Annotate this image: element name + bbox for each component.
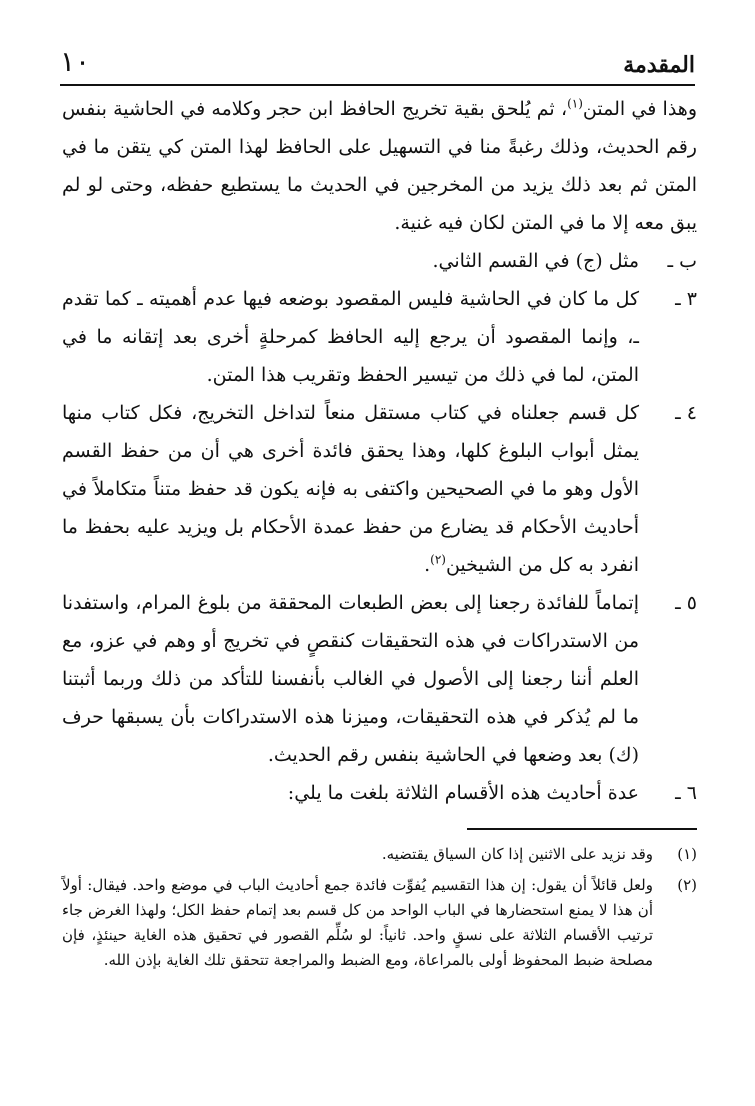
- list-item-label: ٣ ـ: [675, 288, 697, 310]
- list-item-text: مثل (ج) في القسم الثاني.: [432, 250, 639, 272]
- footnote-2: [62, 873, 697, 973]
- intro-paragraph: [62, 90, 697, 242]
- list-item-label: ٥ ـ: [675, 592, 697, 614]
- main-text: [62, 90, 697, 812]
- intro-text-rest: ، ثم يُلحق بقية تخريج الحافظ ابن حجر وكلامه في الحاشية بنفس رقم الحديث، وذلك رغبةً منا في التسهيل على الحافظ لهذا المتن كي يتقن ما في المتن ثم بعد ذلك يزيد من المخرجين في الحديث ما يستطيع حفظه، وحتى لو لم يبق معه إلا ما في المتن لكان فيه غنية.: [62, 98, 697, 234]
- list-item-text: إتماماً للفائدة رجعنا إلى بعض الطبعات المحققة من بلوغ المرام، واستفدنا من الاستدراكات في هذه التحقيقات كنقصٍ في تخريج أو وهم في عزو، مع العلم أننا رجعنا إلى الأصول في الغالب بأنفسنا للتأكد من ذلك وربما أثبتنا ما لم يُذكر في هذه التحقيقات، وميزنا هذه الاستدراكات بأن يسبقها حرف (ك) بعد وضعها في الحاشية بنفس رقم الحديث.: [62, 592, 639, 766]
- list-item-text: كل ما كان في الحاشية فليس المقصود بوضعه فيها عدم أهميته ـ كما تقدم ـ، وإنما المقصود أن يرجع إليه الحافظ كمرحلةٍ أخرى بعد إتقانه ما في المتن، لما في ذلك من تيسير الحفظ وتقريب هذا المتن.: [62, 288, 639, 386]
- footnotes: [62, 842, 697, 979]
- list-item-text: [62, 394, 639, 584]
- list-item-3: [62, 280, 697, 394]
- list-item-b: [62, 242, 697, 280]
- footnote-1: [62, 842, 697, 867]
- footnote-separator: [467, 828, 697, 830]
- list-item-label: ٦ ـ: [675, 782, 697, 804]
- list-item-5: [62, 584, 697, 774]
- footnote-ref-2[interactable]: (٢): [430, 552, 446, 567]
- list-item-6: [62, 774, 697, 812]
- list-item-label: ٤ ـ: [675, 402, 697, 424]
- list-item-4: [62, 394, 697, 584]
- page-header: [60, 38, 695, 86]
- intro-text-start: وهذا في المتن: [582, 98, 697, 120]
- list-item-text: عدة أحاديث هذه الأقسام الثلاثة بلغت ما يلي:: [287, 782, 639, 804]
- footnote-ref-1[interactable]: (١): [567, 96, 583, 111]
- page-number: ١٠: [60, 45, 91, 78]
- footnote-text: وقد نزيد على الاثنين إذا كان السياق يقتضيه.: [381, 845, 653, 863]
- footnote-text: ولعل قائلاً أن يقول: إن هذا التقسيم يُفوِّت فائدة جمع أحاديث الباب في موضع واحد. فيقال: أولاً أن هذا لا يمنع استحضارها في الباب الواحد من كل قسم بعد إتمام حفظ الكل؛ ولهذا الغرض جاء ترتيب الأقسام الثلاثة على نسقٍ واحد. ثانياً: لو سُلِّم القصور في تحقيق هذه الغاية حينئذٍ، فإن مصلحة ضبط المحفوظ أولى بالمراعاة، ومع الضبط والمراجعة تتحقق تلك الغاية بإذن الله.: [62, 876, 653, 969]
- item-4-text: كل قسم جعلناه في كتاب مستقل منعاً لتداخل التخريج، فكل كتاب منها يمثل أبواب البلوغ كلها، وهذا يحقق فائدة أخرى هي أن من حفظ القسم الأول وهو ما في الصحيحين واكتفى به فإنه يكون قد حفظ متناً متكاملاً في أحاديث الأحكام قد يضارع من حفظ عمدة الأحكام بل ويزيد عليه بحفظ ما انفرد به كل من الشيخين: [62, 402, 639, 576]
- list-item-label: ب ـ: [667, 250, 697, 272]
- chapter-title: المقدمة: [623, 52, 695, 78]
- footnote-number: (١): [677, 845, 697, 863]
- footnote-number: (٢): [677, 876, 697, 894]
- item-4-end: .: [424, 554, 431, 576]
